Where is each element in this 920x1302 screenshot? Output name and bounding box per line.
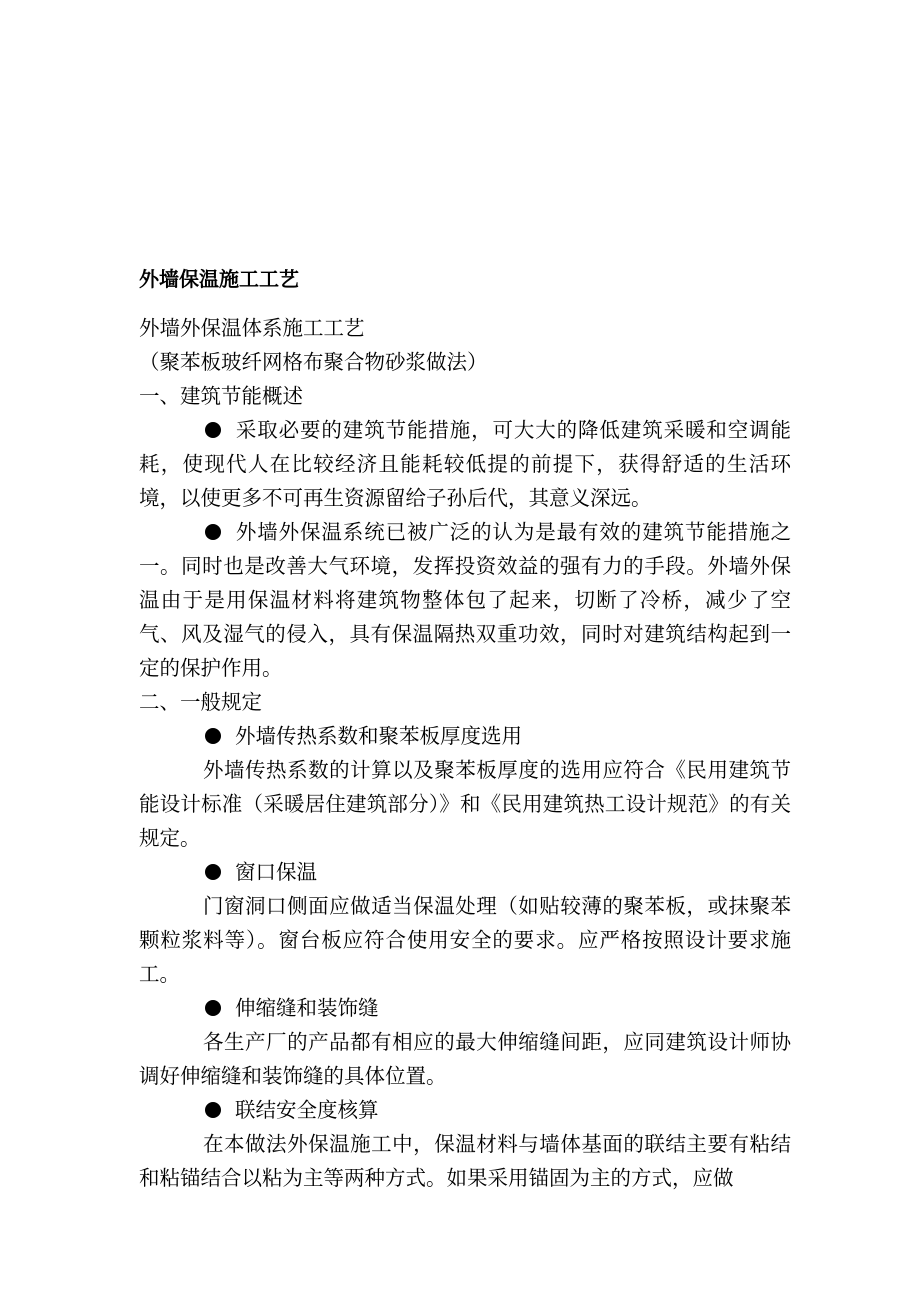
bullet-item-title-text: 伸缩缝和装饰缝 bbox=[235, 996, 379, 1020]
bullet-item-title bbox=[139, 719, 791, 753]
document-subtitle: 外墙外保温体系施工工艺 bbox=[139, 316, 365, 340]
bullet-item-title bbox=[139, 991, 791, 1025]
bullet-paragraph-text: 外墙外保温系统已被广泛的认为是最有效的建筑节能措施之一。同时也是改善大气环境，发挥投资效益的强有力的手段。外墙外保温由于是用保温材料将建筑物整体包了起来，切断了冷桥，减少了空气、风及湿气的侵入，具有保温隔热双重功效，同时对建筑结构起到一定的保护作用。 bbox=[139, 520, 791, 680]
document-title: 外墙保温施工工艺 bbox=[139, 267, 299, 291]
bullet-paragraph-text: 采取必要的建筑节能措施，可大大的降低建筑采暖和空调能耗，使现代人在比较经济且能耗较低提的前提下，获得舒适的生活环境，以使更多不可再生资源留给子孙后代，其意义深远。 bbox=[139, 418, 791, 510]
bullet-icon bbox=[205, 728, 221, 744]
bullet-item-title bbox=[139, 855, 791, 889]
bullet-paragraph bbox=[139, 515, 791, 685]
bullet-icon bbox=[205, 864, 221, 880]
section-heading-1: 一、建筑节能概述 bbox=[139, 384, 303, 408]
document-body bbox=[139, 262, 791, 1195]
body-paragraph: 门窗洞口侧面应做适当保温处理（如贴较薄的聚苯板，或抹聚苯颗粒浆料等）。窗台板应符合使用安全的要求。应严格按照设计要求施工。 bbox=[139, 894, 791, 986]
bullet-icon bbox=[205, 422, 221, 438]
bullet-item-title-text: 联结安全度核算 bbox=[235, 1098, 379, 1122]
bullet-icon bbox=[205, 524, 221, 540]
section-heading-2: 二、一般规定 bbox=[139, 690, 262, 714]
bullet-icon bbox=[205, 1102, 221, 1118]
body-paragraph: 在本做法外保温施工中，保温材料与墙体基面的联结主要有粘结和粘锚结合以粘为主等两种方式。如果采用锚固为主的方式，应做 bbox=[139, 1132, 791, 1190]
body-paragraph: 各生产厂的产品都有相应的最大伸缩缝间距，应同建筑设计师协调好伸缩缝和装饰缝的具体位置。 bbox=[139, 1030, 791, 1088]
bullet-paragraph bbox=[139, 413, 791, 515]
method-note: （聚苯板玻纤网格布聚合物砂浆做法） bbox=[139, 350, 488, 374]
bullet-item-title-text: 窗口保温 bbox=[235, 860, 317, 884]
bullet-item-title-text: 外墙传热系数和聚苯板厚度选用 bbox=[235, 724, 522, 748]
bullet-item-title bbox=[139, 1093, 791, 1127]
body-paragraph: 外墙传热系数的计算以及聚苯板厚度的选用应符合《民用建筑节能设计标准（采暖居住建筑部分）》和《民用建筑热工设计规范》的有关规定。 bbox=[139, 758, 791, 850]
bullet-icon bbox=[205, 1000, 221, 1016]
